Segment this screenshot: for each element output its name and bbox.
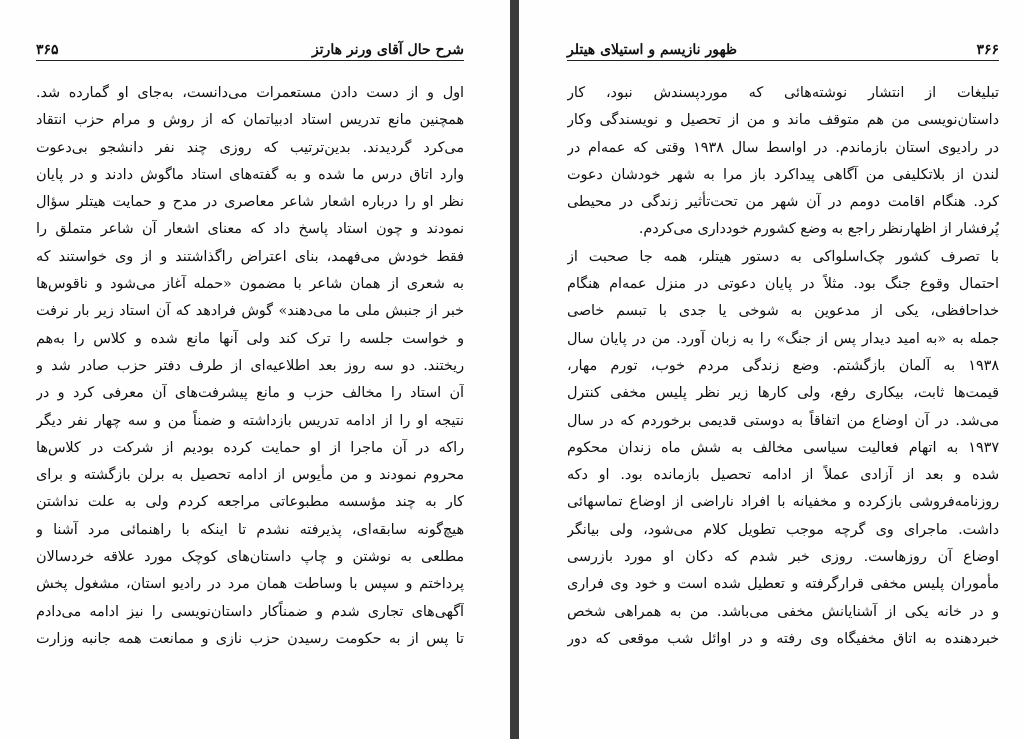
left-page-body (36, 80, 464, 653)
text-line: نظر او را درباره اشعار شاعر معاصری در مدح و حمایت هیتلر سؤال (36, 194, 464, 211)
text-line: در رادیوی استان بازماندم. در اواسط سال ۱۹۳۸ وقتی که عمه‌ام در (567, 139, 999, 156)
text-line: محروم نمودند و من مأیوس از ادامه تحصیل به برلن بازگشته و برای (36, 467, 464, 484)
text-line: با تصرف کشور چک‌اسلواکی به دستور هیتلر، همه جا صحبت از (567, 248, 999, 265)
left-page-header (36, 38, 464, 61)
text-line: وارد اتاق درس ما شده و به گفته‌های استاد ماگوش دادند و در پایان (36, 166, 464, 183)
text-line: جمله به «به امید دیدار پس از جنگ» را به زبان آورد. من در پایان سال (567, 330, 999, 347)
left-book-page (0, 0, 510, 739)
book-spine-gutter (510, 0, 519, 739)
running-title: شرح حال آقای ورنر هارتز (311, 42, 464, 58)
text-line: لندن از بلاتکلیفی من آگاهی پیداکرد باز مرا به شهر خودشان دعوت (567, 166, 999, 183)
text-line: و خواست جلسه را ترک کند ولی آنها مانع شده و کلاس را به‌هم (36, 330, 464, 347)
text-line: تبلیغات از انتشار نوشته‌هائی که موردپسندش نبود، کار (567, 85, 999, 101)
text-line: داستان‌نویسی من هم متوقف ماند و من از تحصیل و نویسندگی وکار (567, 112, 999, 129)
text-line: خبردهنده به اتاق مخفیگاه وی رفته و در اوائل شب موقعی که دور (567, 630, 999, 647)
page-number: ۳۶۶ (976, 42, 999, 58)
right-page-body (567, 80, 999, 653)
text-line: اول و از دست دادن مستعمرات می‌دانست، به‌جای او گمارده شد. (36, 85, 464, 101)
text-line: تا پس از به حکومت رسیدن حزب نازی و ممانعت همه جانبه وزارت (36, 630, 464, 647)
text-line: مطلعی به نوشتن و چاپ داستان‌های کوچک مورد علاقه خردسالان (36, 549, 464, 566)
text-line: ریختند. دو سه روز بعد اطلاعیه‌ای از طرف دفتر حزب صادر شد و (36, 357, 464, 374)
text-line: راکه در آن ماجرا از او حمایت کرده بودیم از شرکت در کلاس‌ها (36, 439, 464, 456)
text-line: مأموران پلیس مخفی قرارگرفته و تعطیل شده است و خود وی فراری (567, 576, 999, 593)
text-line: پرداختم و سپس با وساطت همان مرد در رادیو استان، مشغول پخش (36, 576, 464, 593)
text-line: نمودند و چون استاد پاسخ داد که معنای اشعار آن شاعر متملق را (36, 221, 464, 238)
text-line: فقط خودش می‌فهمد، بنای اعتراض راگذاشتند و از وی خواستند که (36, 248, 464, 265)
text-line: داشت. ماجرای وی گرچه موجب تطویل کلام می‌شود، ولی بیانگر (567, 521, 999, 538)
right-page-header (567, 38, 999, 61)
text-line: هیچ‌گونه سابقه‌ای، پذیرفته نشدم تا اینکه با راهنمائی مرد آشنا و (36, 521, 464, 538)
text-line: قیمت‌ها ثابت، بیکاری رفع، ولی کارها زیر نظر پلیس مخفی کنترل (567, 385, 999, 402)
text-line: روزنامه‌فروشی بازکرده و مخفیانه با افراد ناراضی از اوضاع تماسهائی (567, 494, 999, 511)
text-line: خداحافظی، یکی از مدعوین به شوخی یا جدی با تبسم خاصی (567, 303, 999, 320)
right-book-page (519, 0, 1024, 739)
text-line: شده و بعد از آزادی عملاً از ادامه تحصیل بازمانده بود. او دکه (567, 467, 999, 484)
text-line: نتیجه او را از ادامه تدریس بازداشته و ضمناً من و سه چهار نفر دیگر (36, 412, 464, 429)
text-line: اوضاع آن روزهاست. روزی خبر شدم که دکان او مورد بازرسی (567, 549, 999, 566)
text-line: ۱۹۳۷ به اتهام فعالیت سیاسی مخالف به شش ماه زندان محکوم (567, 439, 999, 456)
text-line: به شعری از همان شاعر با مضمون «حمله آغاز می‌شود و ناقوس‌ها (36, 276, 464, 293)
text-line: آن استاد را مخالف حزب و مانع پیشرفت‌های آن معرفی کرد و در (36, 385, 464, 402)
page-number: ۳۶۵ (36, 42, 59, 58)
text-line: و در خانه یکی از آشنایانش مخفی می‌باشد. من به همراهی شخص (567, 603, 999, 620)
text-line: پُرفشار از اظهارنظر راجع به وضع کشورم خودداری می‌کردم. (638, 221, 999, 238)
text-line: کرد. هنگام اقامت دومم در آن شهر من تحت‌تأثیر زندگی در محیطی (567, 194, 999, 211)
text-line: می‌شد. در آن اوضاع من اتفاقاً به دوستی قدیمی برخوردم که در سال (567, 412, 999, 429)
text-line: آگهی‌های تجاری شدم و ضمناًکار داستان‌نویسی را نیز ادامه می‌دادم (36, 603, 464, 620)
running-title: ظهور نازیسم و استیلای هیتلر (567, 42, 738, 58)
text-line: خبر از جنبش ملی ما می‌دهند» گوش فرادهد که آن استاد زیر بار نرفت (36, 303, 464, 320)
text-line: می‌کرد گردیدند. بدین‌ترتیب که روزی چند نفر دانشجو بی‌دعوت (36, 139, 464, 156)
text-line: احتمال وقوع جنگ بود. مثلاً در پایان دعوتی در منزل عمه‌ام هنگام (567, 276, 999, 293)
text-line: کار به چند مؤسسه مطبوعاتی مراجعه کردم ولی به علت نداشتن (36, 494, 464, 511)
text-line: ۱۹۳۸ به آلمان بازگشتم. وضع زندگی مردم خوب، تورم مهار، (567, 357, 999, 374)
text-line: همچنین مانع تدریس استاد ادبیاتمان که از روش و مرام حزب انتقاد (36, 112, 464, 129)
